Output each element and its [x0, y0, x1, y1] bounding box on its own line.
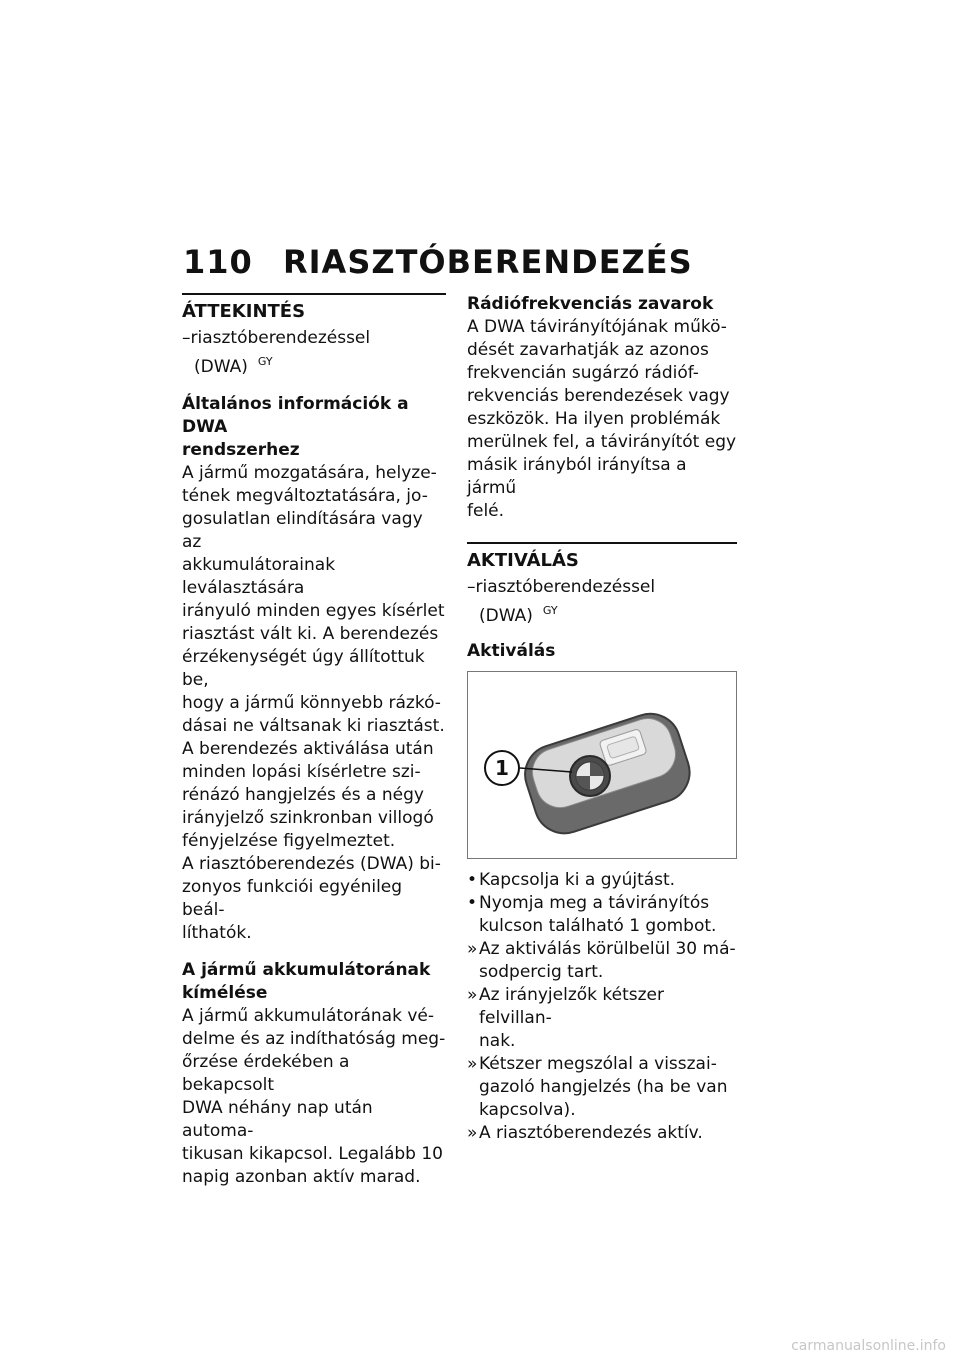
page-number: 110	[183, 243, 253, 281]
section-rule	[182, 293, 446, 295]
equipment-ref-sup: GY	[257, 355, 273, 368]
equipment-ref-line1: –riasztóberendezéssel	[467, 577, 656, 597]
subsection-title-battery: A jármű akkumulátorának kímélése	[182, 960, 431, 1003]
paragraph-battery: A jármű akkumulátorának vé- delme és az indíthatóság meg- őrzése érdekében a bekapcsolt DWA néhány nap után automa- tikusan kikapcsol. Legalább 10 napig azonban aktív marad.	[182, 1006, 446, 1187]
paragraph-general-2: A riasztóberendezés (DWA) bi- zonyos funkciói egyénileg beál- líthatók.	[182, 854, 441, 943]
result-item: » Az aktiválás körülbelül 30 má- sodpercig tart.	[467, 939, 736, 982]
callout-number: 1	[495, 756, 509, 780]
equipment-ref-sup: GY	[542, 604, 558, 617]
equipment-ref-line2: (DWA) $^{GY}$	[479, 604, 558, 626]
step-title-activation: Aktiválás	[467, 641, 556, 661]
result-item: » Kétszer megszólal a visszai- gazoló hangjelzés (ha be van kapcsolva).	[467, 1054, 728, 1120]
section-rule	[467, 542, 737, 544]
result-item: » A riasztóberendezés aktív.	[467, 1123, 703, 1143]
chapter-title: RIASZTÓBERENDEZÉS	[283, 243, 693, 281]
remote-key-illustration	[468, 672, 736, 858]
step-item: • Kapcsolja ki a gyújtást.	[467, 870, 676, 890]
step-item: • Nyomja meg a távirányítós kulcson található 1 gombot.	[467, 893, 717, 936]
subsection-title-radio-interference: Rádiófrekvenciás zavarok	[467, 294, 714, 314]
right-column	[467, 293, 737, 1145]
paragraph-general-1: A jármű mozgatására, helyze- tének megváltoztatására, jo- gosulatlan elindítására vagy az akkumulátorainak leválasztására irányuló minden egyes kísérlet riasztást vált ki. A berendezés érzékenységét úgy állítottuk be, hogy a jármű könnyebb rázkó- dásai ne váltsanak ki riasztást. A berendezés aktiválása után minden lopási kísérletre szi- rénázó hangjelzés és a négy irányjelző szinkronban villogó fényjelzése figyelmeztet.	[182, 463, 445, 851]
subsection-title-general: Általános információk a DWA rendszerhez	[182, 394, 409, 460]
equipment-ref-line2: (DWA) $^{GY}$	[194, 355, 273, 377]
result-item: » Az irányjelzők kétszer felvillan- nak.	[467, 985, 664, 1051]
section-title-activation: AKTIVÁLÁS	[467, 550, 579, 571]
paragraph-radio-interference: A DWA távirányítójának műkö- dését zavarhatják az azonos frekvencián sugárzó rádióf- rekvenciás berendezések vagy eszközök. Ha ilyen problémák merülnek fel, a távirányítót egy másik irányból irányítsa a jármű felé.	[467, 317, 737, 521]
equipment-ref-line1: –riasztóberendezéssel	[182, 328, 371, 348]
left-column	[182, 293, 446, 1189]
activation-steps	[467, 869, 737, 1145]
remote-key-figure	[467, 671, 737, 859]
page-header	[183, 243, 693, 281]
section-title-overview: ÁTTEKINTÉS	[182, 301, 306, 322]
watermark: carmanualsonline.info	[791, 1338, 946, 1354]
